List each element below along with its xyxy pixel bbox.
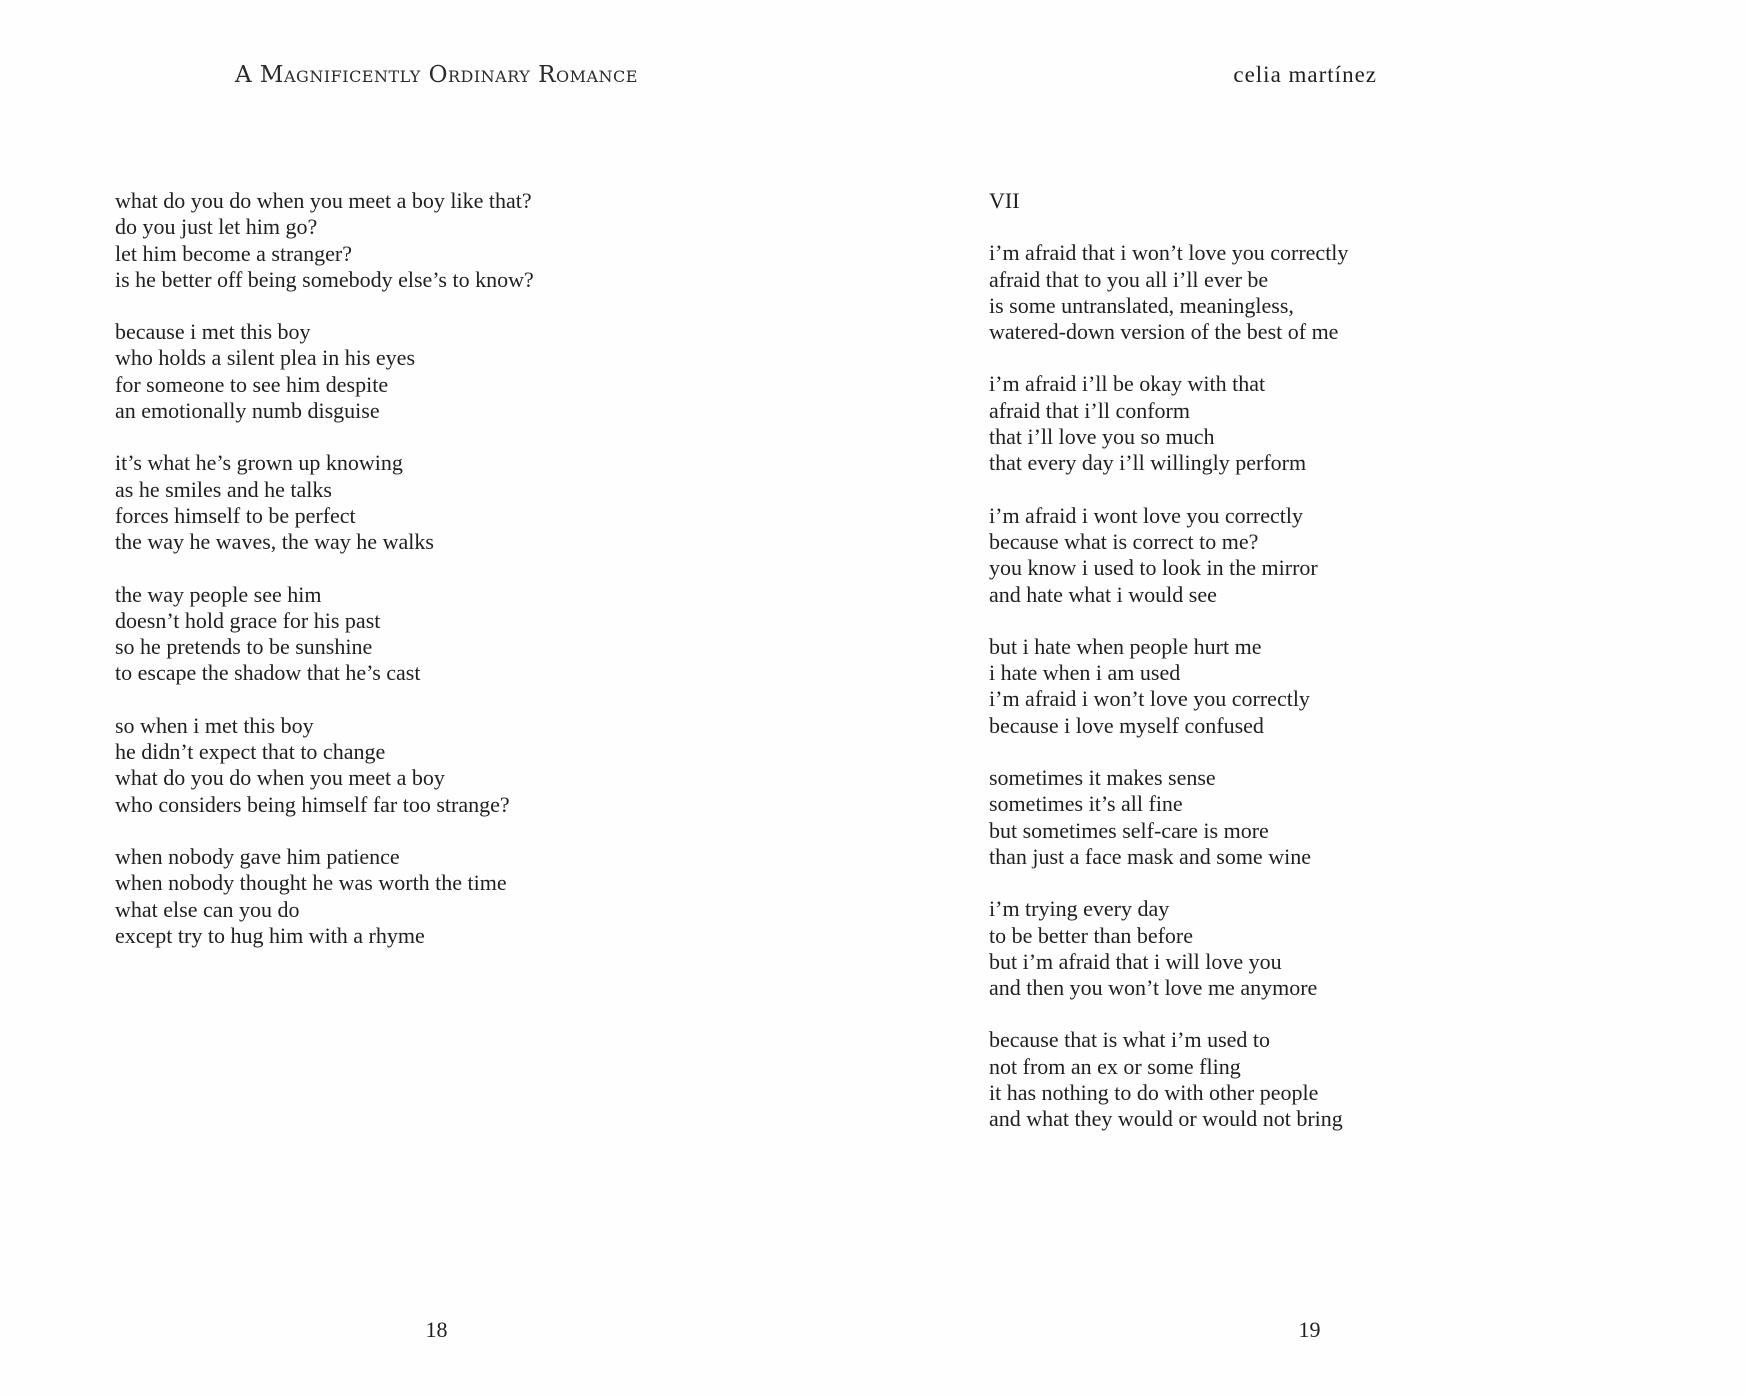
poem-line: i’m trying every day [989, 896, 1170, 922]
poem-line: but i hate when people hurt me [989, 633, 1262, 659]
stanza [989, 371, 1348, 476]
poem-line: what do you do when you meet a boy like that? [115, 188, 532, 213]
poem-line: to escape the shadow that he’s cast [115, 660, 421, 686]
poem-line: except try to hug him with a rhyme [115, 922, 425, 948]
poem-line: when nobody gave him patience [115, 843, 400, 869]
poem-line: doesn’t hold grace for his past [115, 607, 381, 633]
poem-line: forces himself to be perfect [115, 502, 356, 528]
poem-line: the way people see him [115, 581, 322, 607]
page-number-right: 19 [1298, 1317, 1321, 1342]
poem-line: what else can you do [115, 896, 300, 922]
poem-line: is he better off being somebody else’s to know? [115, 266, 534, 292]
poem-line: as he smiles and he talks [115, 476, 332, 502]
poem-line: because that is what i’m used to [989, 1027, 1271, 1053]
poem-line: let him become a stranger? [115, 240, 353, 266]
poem-line: for someone to see him despite [115, 371, 389, 397]
running-header-left [0, 58, 873, 92]
author-name: celia martínez [1233, 62, 1377, 87]
poem-line: but i’m afraid that i will love you [989, 948, 1282, 974]
poem-line: because i love myself confused [989, 712, 1264, 738]
poem-line: watered-down version of the best of me [989, 319, 1339, 345]
stanza [989, 896, 1348, 1001]
poem-line: because what is correct to me? [989, 528, 1259, 554]
poem-line: so he pretends to be sunshine [115, 634, 373, 660]
page-number-left: 18 [425, 1317, 448, 1342]
poem-line: is some untranslated, meaningless, [989, 292, 1294, 318]
poem-line: to be better than before [989, 922, 1194, 948]
poem-line: it has nothing to do with other people [989, 1080, 1319, 1106]
poem-line: do you just let him go? [115, 214, 318, 240]
poem-line: and hate what i would see [989, 581, 1217, 607]
poem-line: it’s what he’s grown up knowing [115, 450, 403, 476]
stanza [115, 844, 534, 949]
poem-line: not from an ex or some fling [989, 1053, 1241, 1079]
poem-right-stanzas [989, 240, 1348, 1132]
poem-line: i hate when i am used [989, 660, 1181, 686]
poem-line: he didn’t expect that to change [115, 739, 386, 765]
poem-line: i’m afraid that i won’t love you correctly [989, 240, 1349, 266]
poem-line: but sometimes self-care is more [989, 817, 1269, 843]
poem-line: i’m afraid i won’t love you correctly [989, 686, 1310, 712]
poem-line: the way he waves, the way he walks [115, 529, 434, 555]
poem-line: sometimes it makes sense [989, 765, 1216, 791]
poem-line: who holds a silent plea in his eyes [115, 345, 416, 371]
poem-line: sometimes it’s all fine [989, 791, 1183, 817]
poem-line: because i met this boy [115, 319, 311, 345]
poem-line: i’m afraid i’ll be okay with that [989, 371, 1266, 397]
poem-line: an emotionally numb disguise [115, 398, 380, 424]
stanza [115, 582, 534, 687]
stanza [989, 503, 1348, 608]
stanza [989, 240, 1348, 345]
stanza [115, 713, 534, 818]
stanza [115, 319, 534, 424]
stanza [989, 765, 1348, 870]
poem-line: and what they would or would not bring [989, 1106, 1343, 1132]
poem-right-page [989, 188, 1348, 1159]
stanza [115, 188, 534, 293]
poem-line: that i’ll love you so much [989, 424, 1215, 450]
running-header-right [873, 58, 1377, 92]
book-title: A Magnificently Ordinary Romance [235, 62, 638, 88]
stanza [989, 1027, 1348, 1132]
poem-line: afraid that i’ll conform [989, 397, 1190, 423]
poem-line: than just a face mask and some wine [989, 843, 1311, 869]
stanza [989, 634, 1348, 739]
poem-line: you know i used to look in the mirror [989, 555, 1318, 581]
poem-line: so when i met this boy [115, 712, 314, 738]
stanza [115, 450, 534, 555]
poem-line: when nobody thought he was worth the time [115, 870, 507, 896]
poem-line: who considers being himself far too strange? [115, 791, 510, 817]
poem-left-page [115, 188, 534, 975]
poem-line: afraid that to you all i’ll ever be [989, 266, 1269, 292]
poem-line: what do you do when you meet a boy [115, 765, 445, 791]
poem-line: that every day i’ll willingly perform [989, 450, 1307, 476]
poem-line: and then you won’t love me anymore [989, 975, 1318, 1001]
poem-line: i’m afraid i wont love you correctly [989, 502, 1304, 528]
poem-title: VII [989, 188, 1020, 213]
